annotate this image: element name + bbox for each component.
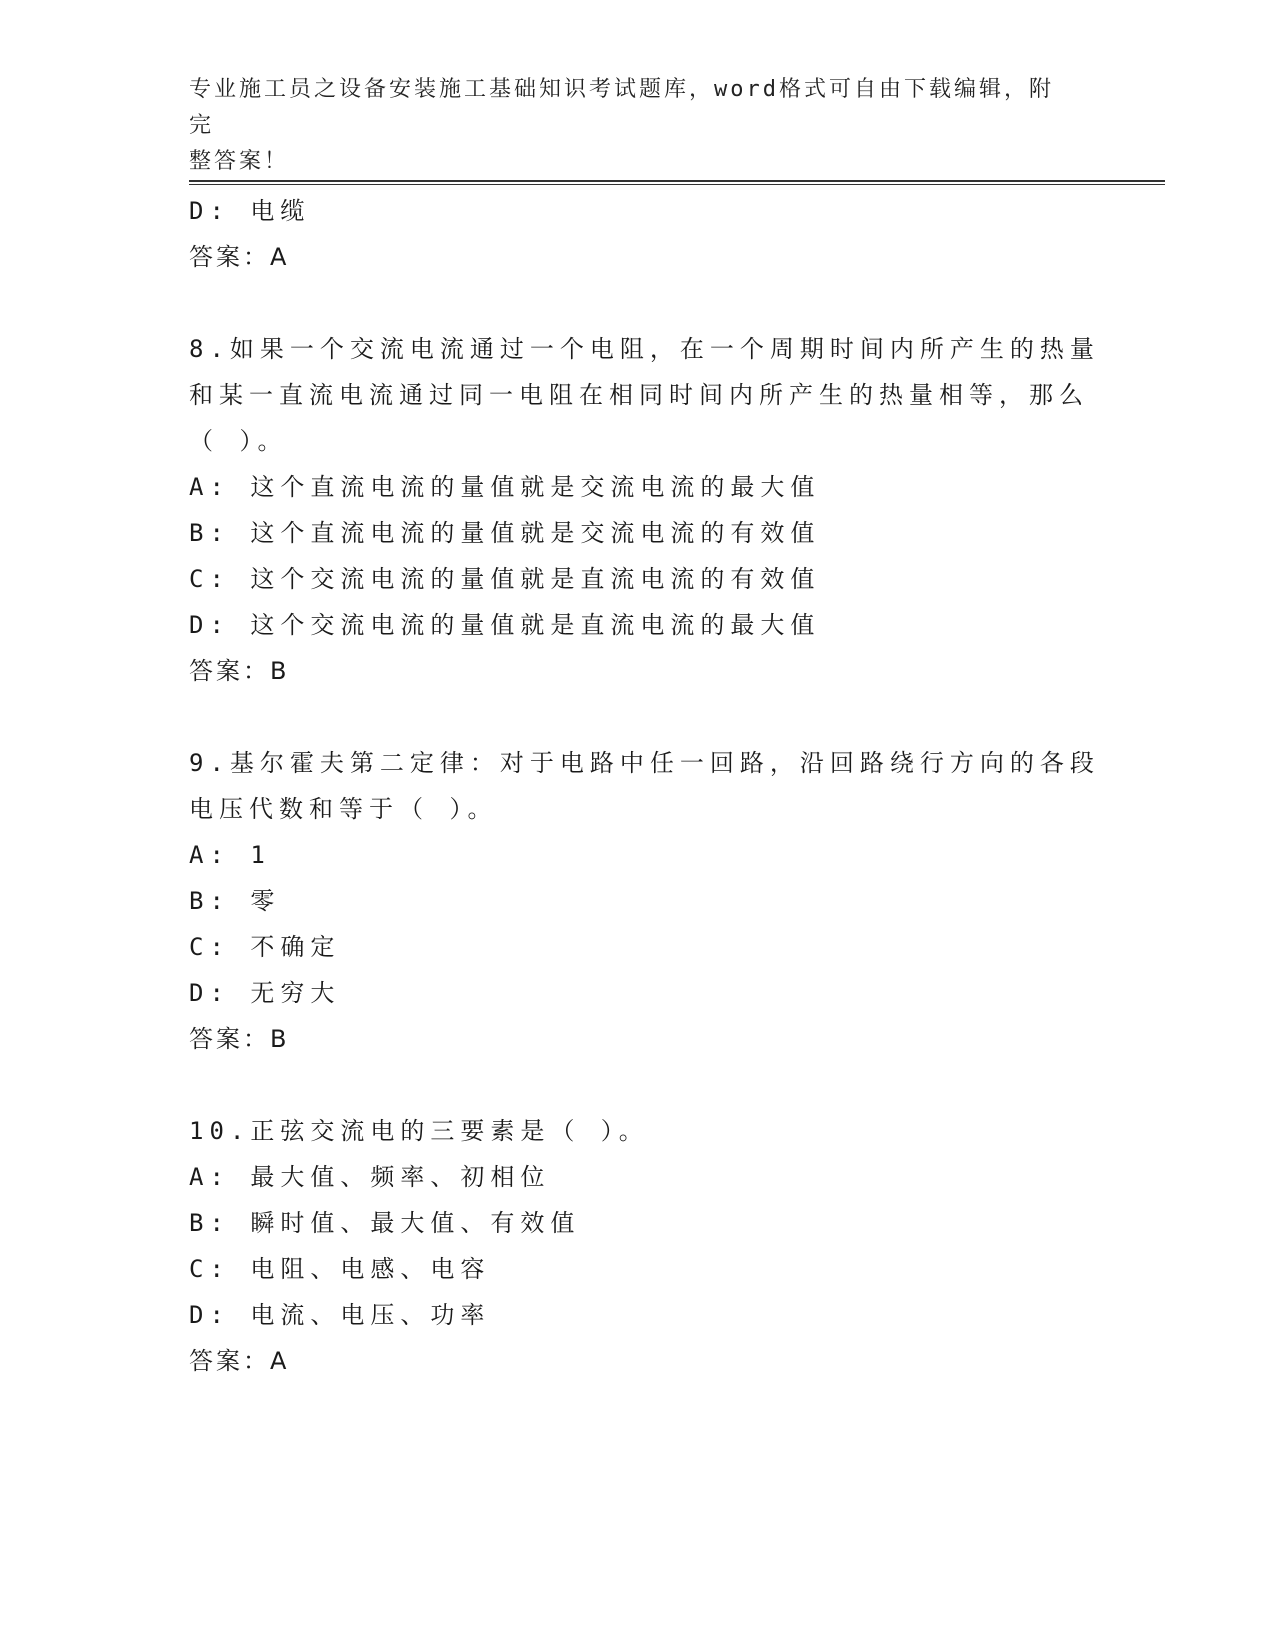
question-10	[189, 1108, 1089, 1384]
option-a: A: 这个直流电流的量值就是交流电流的最大值	[189, 473, 821, 501]
question-8	[189, 326, 1100, 694]
document-body	[189, 188, 1100, 1384]
question-stem-line: （ ）。	[189, 427, 288, 455]
question-9	[189, 740, 1100, 1062]
option-b: B: 零	[189, 887, 281, 915]
question-stem-line: 电压代数和等于（ ）。	[189, 795, 498, 823]
answer-line: 答案：A	[189, 243, 290, 271]
answer-line: 答案：B	[189, 657, 290, 685]
page-header	[189, 72, 1069, 180]
question-gap	[189, 280, 1089, 326]
option-c: C: 电阻、电感、电容	[189, 1255, 491, 1283]
option-a: A: 1	[189, 841, 271, 869]
option-b: B: 这个直流电流的量值就是交流电流的有效值	[189, 519, 821, 547]
question-stem-line: 8.如果一个交流电流通过一个电阻，在一个周期时间内所产生的热量	[189, 335, 1100, 363]
header-divider-thin	[189, 184, 1165, 185]
answer-line: 答案：A	[189, 1347, 290, 1375]
option-b: B: 瞬时值、最大值、有效值	[189, 1209, 581, 1237]
question-stem-line: 10.正弦交流电的三要素是（ ）。	[189, 1117, 649, 1145]
option-d: D: 这个交流电流的量值就是直流电流的最大值	[189, 611, 821, 639]
option-d: D: 无穷大	[189, 979, 341, 1007]
answer-line: 答案：B	[189, 1025, 290, 1053]
header-line-1: 专业施工员之设备安装施工基础知识考试题库，word格式可自由下载编辑，附完	[189, 77, 1054, 138]
question-7-tail	[189, 188, 1089, 280]
header-divider-thick	[189, 180, 1165, 182]
option-c: C: 这个交流电流的量值就是直流电流的有效值	[189, 565, 821, 593]
option-c: C: 不确定	[189, 933, 341, 961]
question-stem-line: 和某一直流电流通过同一电阻在相同时间内所产生的热量相等，那么	[189, 381, 1089, 409]
question-stem-line: 9.基尔霍夫第二定律：对于电路中任一回路，沿回路绕行方向的各段	[189, 749, 1100, 777]
option-d: D: 电流、电压、功率	[189, 1301, 491, 1329]
option-d: D: 电缆	[189, 197, 311, 225]
header-line-2: 整答案！	[189, 149, 290, 174]
option-a: A: 最大值、频率、初相位	[189, 1163, 551, 1191]
question-gap	[189, 694, 1089, 740]
question-gap	[189, 1062, 1089, 1108]
